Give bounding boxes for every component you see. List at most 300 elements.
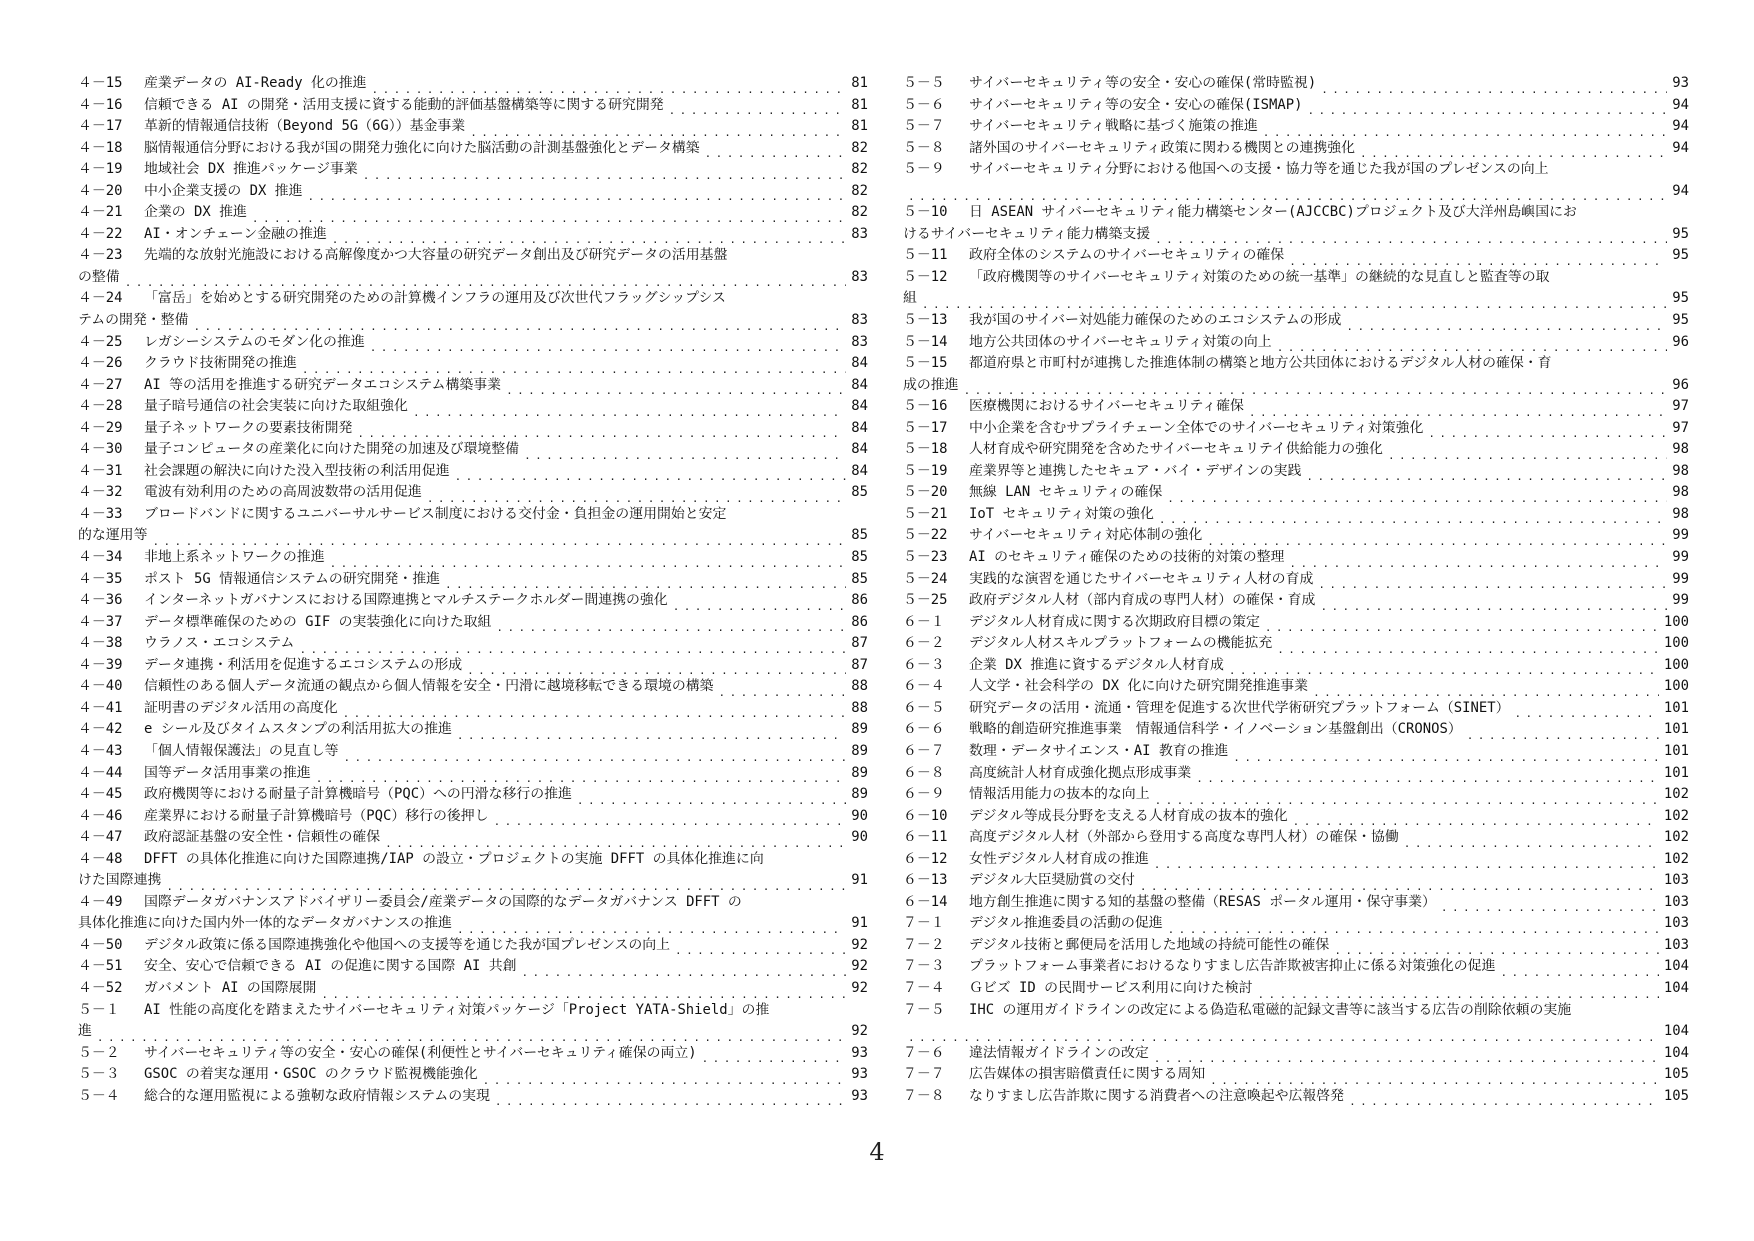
dot-leader: [908, 1029, 1659, 1042]
entry-page-ref: 94: [1672, 118, 1689, 135]
toc-entry: [903, 439, 1689, 461]
entry-title: 日 ASEAN サイバーセキュリティ能力構築センター(AJCCBC)プロジェクト及び大洋州島嶼国にお: [969, 204, 1577, 221]
dot-leader: [299, 642, 846, 655]
entry-title: 証明書のデジタル活用の高度化: [144, 699, 338, 716]
dot-leader: [494, 814, 847, 827]
toc-entry: [78, 95, 868, 117]
entry-title: 国際データガバナンスアドバイザリー委員会/産業データの国際的なデータガバナンス DFFT の: [144, 893, 742, 910]
toc-line: [78, 1043, 868, 1065]
dot-leader: [577, 792, 846, 805]
entry-page-ref: 92: [851, 936, 868, 953]
dot-leader: [455, 469, 847, 482]
toc-entry: [903, 978, 1689, 1000]
toc-line: [78, 95, 868, 117]
entry-title: デジタル推進委員の活動の促進: [969, 915, 1163, 932]
entry-page-ref: 93: [1672, 75, 1689, 91]
dot-leader: [1334, 943, 1659, 956]
entry-number: ４－39: [78, 656, 123, 673]
toc-line: [78, 956, 868, 978]
entry-number: ５－21: [903, 505, 948, 522]
toc-entry: [78, 482, 868, 504]
toc-line: [78, 73, 868, 95]
entry-page-ref: 81: [851, 75, 868, 91]
toc-line: [78, 288, 868, 310]
toc-line: [903, 267, 1689, 289]
toc-line: [903, 95, 1689, 117]
entry-page-ref: 101: [1663, 764, 1689, 781]
toc-entry: [903, 633, 1689, 655]
entry-page-ref: 84: [851, 441, 868, 458]
entry-title: デジタル人材スキルプラットフォームの機能拡充: [969, 635, 1273, 652]
entry-title: 産業界における耐量子計算機暗号（PQC）移行の後押し: [144, 807, 489, 824]
toc-entry: [78, 719, 868, 741]
dot-leader: [1306, 469, 1667, 482]
dot-leader: [495, 1094, 846, 1107]
toc-entry: [78, 332, 868, 354]
toc-entry: [78, 504, 868, 547]
toc-line: [78, 461, 868, 483]
toc-line: [78, 698, 868, 720]
entry-number: ７－４: [903, 979, 945, 996]
entry-number: ５－18: [903, 441, 948, 458]
entry-page-ref: 100: [1663, 656, 1689, 673]
entry-title-continued: 組: [903, 290, 917, 307]
entry-number: ５－７: [903, 118, 945, 135]
entry-title: サイバーセキュリティ等の安全・安心の確保(常時監視): [969, 75, 1317, 91]
dot-leader: [1155, 792, 1659, 805]
dot-leader: [1360, 146, 1667, 159]
entry-title: DFFT の具体化推進に向けた国際連携/IAP の設立・プロジェクトの実施 DFFT の具体化推進に向: [144, 850, 764, 867]
entry-page-ref: 105: [1663, 1087, 1689, 1104]
entry-number: ６－10: [903, 807, 948, 824]
toc-line: [78, 870, 868, 892]
entry-page-ref: 83: [851, 225, 868, 242]
entry-title: 企業 DX 推進に資するデジタル人材育成: [969, 656, 1224, 673]
dot-leader: [363, 168, 847, 181]
toc-entry: [78, 590, 868, 612]
entry-number: ５－９: [903, 161, 945, 178]
dot-leader: [1307, 103, 1667, 116]
entry-title: 高度統計人材育成強化拠点形成事業: [969, 764, 1192, 781]
entry-number: ４－36: [78, 592, 123, 609]
entry-page-ref: 85: [851, 527, 868, 544]
entry-number: ４－28: [78, 398, 123, 415]
toc-entry: [78, 439, 868, 461]
toc-line: [903, 892, 1689, 914]
toc-line: [903, 461, 1689, 483]
dot-leader: [385, 835, 846, 848]
entry-title: IoT セキュリティ対策の強化: [969, 505, 1154, 522]
entry-number: ７－６: [903, 1044, 945, 1061]
toc-line: [78, 763, 868, 785]
entry-number: ５－６: [903, 96, 945, 113]
entry-number: ４－23: [78, 247, 123, 264]
entry-title: 中小企業を含むサプライチェーン全体でのサイバーセキュリティ対策強化: [969, 419, 1424, 436]
entry-number: ４－41: [78, 699, 123, 716]
toc-entry: [78, 612, 868, 634]
entry-page-ref: 99: [1672, 592, 1689, 609]
dot-leader: [427, 491, 846, 504]
toc-line: [78, 1021, 868, 1043]
toc-entry: [78, 741, 868, 763]
entry-title: サイバーセキュリティ分野における他国への支援・協力等を通じた我が国のプレゼンスの向上: [969, 161, 1549, 178]
entry-title: ウラノス・エコシステム: [144, 635, 295, 652]
toc-line: [903, 741, 1689, 763]
dot-leader: [1168, 922, 1659, 935]
entry-number: ５－15: [903, 355, 948, 372]
entry-page-ref: 85: [851, 484, 868, 501]
entry-number: ６－11: [903, 829, 948, 846]
toc-entry: [78, 1064, 868, 1086]
entry-title: 政府機関等における耐量子計算機暗号（PQC）への円滑な移行の推進: [144, 786, 572, 803]
toc-line: [78, 396, 868, 418]
dot-leader: [1277, 642, 1659, 655]
toc-line: [903, 396, 1689, 418]
entry-number: ４－49: [78, 893, 123, 910]
dot-leader: [321, 986, 846, 999]
toc-line: [903, 116, 1689, 138]
dot-leader: [675, 943, 846, 956]
toc-list-right: [903, 73, 1689, 1107]
toc-entry: [78, 224, 868, 246]
dot-leader: [370, 340, 847, 353]
entry-page-ref: 99: [1672, 527, 1689, 544]
entry-title: 信頼性のある個人データ流通の観点から個人情報を安全・円滑に越境移転できる環境の構築: [144, 678, 714, 695]
entry-title: 総合的な運用監視による強靭な政府情報システムの実現: [144, 1087, 490, 1104]
dot-leader: [457, 922, 846, 935]
entry-title-continued: 具体化推進に向けた国内外一体的なデータガバナンスの推進: [78, 915, 452, 932]
toc-entry: [903, 245, 1689, 267]
entry-number: ６－４: [903, 678, 945, 695]
dot-leader: [1154, 1051, 1659, 1064]
entry-page-ref: 93: [851, 1087, 868, 1104]
toc-entry: [903, 504, 1689, 526]
dot-leader: [1155, 232, 1667, 245]
entry-title: 量子ネットワークの要素技術開発: [144, 419, 353, 436]
entry-page-ref: 95: [1672, 247, 1689, 264]
entry-page-ref: 87: [851, 635, 868, 652]
entry-page-ref: 102: [1663, 829, 1689, 846]
entry-page-ref: 88: [851, 678, 868, 695]
entry-title: 脳情報通信分野における我が国の開発力強化に向けた脳活動の計測基盤強化とデータ構築: [144, 139, 700, 156]
entry-number: ４－21: [78, 204, 123, 221]
dot-leader: [1154, 857, 1659, 870]
entry-title: 政府デジタル人材（部内育成の専門人材）の確保・育成: [969, 592, 1316, 609]
entry-title: サイバーセキュリティ等の安全・安心の確保(ISMAP): [969, 96, 1303, 113]
dot-leader: [964, 383, 1668, 396]
dot-leader: [506, 383, 846, 396]
entry-page-ref: 103: [1663, 915, 1689, 932]
toc-entry: [78, 633, 868, 655]
entry-title: 人文学・社会科学の DX 化に向けた研究開発推進事業: [969, 678, 1309, 695]
toc-line: [903, 159, 1689, 181]
entry-page-ref: 83: [851, 333, 868, 350]
entry-page-ref: 90: [851, 807, 868, 824]
dot-leader: [330, 555, 847, 568]
entry-page-ref: 98: [1672, 441, 1689, 458]
entry-page-ref: 85: [851, 570, 868, 587]
toc-entry: [903, 1064, 1689, 1086]
dot-leader: [470, 124, 846, 137]
entry-number: ４－50: [78, 936, 123, 953]
dot-leader: [1467, 728, 1659, 741]
toc-line: [78, 655, 868, 677]
dot-leader: [1249, 405, 1667, 418]
dot-leader: [413, 405, 846, 418]
toc-line: [78, 310, 868, 332]
entry-number: ４－52: [78, 979, 123, 996]
entry-title: レガシーシステムのモダン化の推進: [144, 333, 365, 350]
entry-number: ５－13: [903, 312, 948, 329]
toc-entry: [78, 116, 868, 138]
entry-number: ４－17: [78, 118, 123, 135]
toc-line: [78, 439, 868, 461]
toc-entry: [903, 267, 1689, 310]
dot-leader: [316, 771, 847, 784]
entry-title: AI 性能の高度化を踏まえたサイバーセキュリティ対策パッケージ「Project YATA-Shield」の推: [144, 1001, 770, 1018]
dot-leader: [467, 663, 846, 676]
toc-line: [903, 353, 1689, 375]
entry-page-ref: 81: [851, 96, 868, 113]
entry-title: 広告媒体の損害賠償責任に関する周知: [969, 1066, 1206, 1083]
dot-leader: [1388, 448, 1667, 461]
toc-line: [903, 827, 1689, 849]
toc-entry: [903, 482, 1689, 504]
entry-number: ４－40: [78, 678, 123, 695]
toc-line: [78, 719, 868, 741]
entry-page-ref: 102: [1663, 850, 1689, 867]
toc-line: [78, 806, 868, 828]
toc-line: [78, 1000, 868, 1022]
entry-title-continued: 成の推進: [903, 376, 959, 393]
toc-line: [903, 73, 1689, 95]
toc-line: [903, 1086, 1689, 1108]
entry-number: ４－37: [78, 613, 123, 630]
entry-number: ７－７: [903, 1066, 945, 1083]
toc-entry: [78, 1000, 868, 1043]
toc-entry: [903, 418, 1689, 440]
entry-title: 我が国のサイバー対処能力確保のためのエコシステムの形成: [969, 312, 1342, 329]
entry-title: 非地上系ネットワークの推進: [144, 549, 325, 566]
entry-title: 安全、安心で信頼できる AI の促進に関する国際 AI 共創: [144, 958, 517, 975]
toc-line: [903, 956, 1689, 978]
entry-number: ４－31: [78, 462, 123, 479]
entry-number: ６－１: [903, 613, 945, 630]
entry-title-continued: けた国際連携: [78, 872, 162, 889]
toc-line: [78, 849, 868, 871]
entry-page-ref: 95: [1672, 312, 1689, 329]
dot-leader: [343, 706, 847, 719]
entry-title: 国等データ活用事業の推進: [144, 764, 311, 781]
toc-line: [903, 439, 1689, 461]
dot-leader: [457, 728, 846, 741]
entry-number: ６－14: [903, 893, 948, 910]
entry-number: ６－12: [903, 850, 948, 867]
toc-line: [78, 892, 868, 914]
dot-leader: [1321, 81, 1667, 94]
entry-number: ６－２: [903, 635, 945, 652]
toc-line: [78, 224, 868, 246]
dot-leader: [1263, 124, 1667, 137]
entry-page-ref: 90: [851, 829, 868, 846]
entry-title: 戦略的創造研究推進事業 情報通信科学・イノベーション基盤創出（CRONOS）: [969, 721, 1462, 738]
toc-line: [78, 784, 868, 806]
dot-leader: [908, 189, 1667, 202]
entry-number: ５－３: [78, 1066, 120, 1083]
dot-leader: [1500, 965, 1658, 978]
toc-entry: [903, 547, 1689, 569]
dot-leader: [1277, 340, 1668, 353]
entry-page-ref: 92: [851, 1023, 868, 1040]
toc-line: [903, 547, 1689, 569]
dot-leader: [343, 749, 846, 762]
entry-title: 医療機関におけるサイバーセキュリティ確保: [969, 398, 1244, 415]
toc-entry: [903, 95, 1689, 117]
page-number: 4: [869, 1138, 885, 1166]
entry-number: ４－33: [78, 505, 123, 522]
toc-line: [78, 504, 868, 526]
entry-title: AI・オンチェーン金融の推進: [144, 225, 327, 242]
dot-leader: [125, 275, 847, 288]
entry-title: 地方公共団体のサイバーセキュリティ対策の向上: [969, 333, 1272, 350]
entry-number: ７－５: [903, 1001, 945, 1018]
entry-page-ref: 98: [1672, 484, 1689, 501]
entry-title: サイバーセキュリティ戦略に基づく施策の推進: [969, 118, 1258, 135]
toc-line: [78, 547, 868, 569]
entry-page-ref: 103: [1663, 893, 1689, 910]
toc-entry: [78, 698, 868, 720]
entry-title: e シール及びタイムスタンプの利活用拡大の推進: [144, 721, 452, 738]
toc-entry: [903, 763, 1689, 785]
dot-leader: [705, 146, 847, 159]
entry-number: ４－25: [78, 333, 123, 350]
toc-entry: [903, 827, 1689, 849]
entry-title: 都道府県と市町村が連携した推進体制の構築と地方公共団体におけるデジタル人材の確保・育: [969, 355, 1552, 372]
entry-number: ５－２: [78, 1044, 120, 1061]
toc-entry: [903, 784, 1689, 806]
toc-entry: [903, 202, 1689, 245]
entry-page-ref: 103: [1663, 872, 1689, 889]
toc-line: [903, 612, 1689, 634]
entry-number: ５－12: [903, 268, 948, 285]
dot-leader: [1515, 706, 1659, 719]
entry-page-ref: 89: [851, 742, 868, 759]
entry-page-ref: 100: [1663, 635, 1689, 652]
entry-page-ref: 89: [851, 786, 868, 803]
toc-entry: [78, 978, 868, 1000]
toc-line: [903, 1000, 1689, 1022]
entry-page-ref: 97: [1672, 398, 1689, 415]
dot-leader: [1320, 598, 1667, 611]
entry-page-ref: 101: [1663, 721, 1689, 738]
toc-entry: [903, 138, 1689, 160]
toc-line: [903, 138, 1689, 160]
entry-page-ref: 93: [851, 1044, 868, 1061]
entry-number: ４－26: [78, 355, 123, 372]
toc-entry: [903, 159, 1689, 202]
toc-entry: [78, 676, 868, 698]
toc-line: [903, 806, 1689, 828]
toc-entry: [78, 956, 868, 978]
entry-number: ７－８: [903, 1087, 945, 1104]
toc-entry: [78, 375, 868, 397]
entry-number: ４－22: [78, 225, 123, 242]
toc-entry: [903, 396, 1689, 418]
entry-title: 革新的情報通信技術（Beyond 5G（6G））基金事業: [144, 118, 466, 135]
dot-leader: [166, 879, 846, 892]
entry-page-ref: 98: [1672, 505, 1689, 522]
dot-leader: [719, 685, 847, 698]
toc-entry: [78, 849, 868, 892]
entry-title: 産業データの AI-Ready 化の推進: [144, 75, 367, 91]
entry-page-ref: 104: [1663, 979, 1689, 996]
entry-title: 地域社会 DX 推進パッケージ事業: [144, 161, 358, 178]
entry-page-ref: 85: [851, 549, 868, 566]
entry-page-ref: 81: [851, 118, 868, 135]
toc-entry: [903, 612, 1689, 634]
entry-number: ５－４: [78, 1087, 120, 1104]
entry-page-ref: 104: [1663, 1023, 1689, 1040]
entry-page-ref: 88: [851, 699, 868, 716]
entry-number: ６－８: [903, 764, 945, 781]
entry-page-ref: 84: [851, 419, 868, 436]
toc-line: [903, 1064, 1689, 1086]
entry-number: ７－３: [903, 958, 945, 975]
toc-line: [903, 676, 1689, 698]
toc-entry: [78, 1086, 868, 1108]
entry-page-ref: 97: [1672, 419, 1689, 436]
toc-line: [78, 332, 868, 354]
toc-entry: [903, 1043, 1689, 1065]
dot-leader: [1233, 749, 1659, 762]
toc-entry: [78, 763, 868, 785]
toc-entry: [903, 806, 1689, 828]
toc-entry: [78, 806, 868, 828]
entry-number: ７－１: [903, 915, 945, 932]
toc-entry: [78, 288, 868, 331]
toc-line: [903, 935, 1689, 957]
entry-number: ５－23: [903, 549, 948, 566]
entry-number: ４－43: [78, 742, 123, 759]
toc-right-column: [903, 73, 1689, 1107]
entry-title: 高度デジタル人材（外部から登用する高度な専門人材）の確保・協働: [969, 829, 1399, 846]
toc-entry: [903, 332, 1689, 354]
toc-entry: [903, 116, 1689, 138]
dot-leader: [152, 534, 846, 547]
entry-page-ref: 94: [1672, 182, 1689, 199]
toc-line: [903, 763, 1689, 785]
entry-number: ４－20: [78, 182, 123, 199]
entry-number: ５－24: [903, 570, 948, 587]
entry-title: ブロードバンドに関するユニバーサルサービス制度における交付金・負担金の運用開始と安定: [144, 505, 727, 522]
entry-title: ガバメント AI の国際展開: [144, 979, 317, 996]
dot-leader: [1210, 1073, 1659, 1086]
entry-number: ６－３: [903, 656, 945, 673]
entry-title: インターネットガバナンスにおける国際連携とマルチステークホルダー間連携の強化: [144, 592, 668, 609]
entry-title: 地方創生推進に関する知的基盤の整備（RESAS ポータル運用・保守事業）: [969, 893, 1436, 910]
dot-leader: [522, 965, 847, 978]
entry-page-ref: 103: [1663, 936, 1689, 953]
dot-leader: [332, 232, 847, 245]
entry-page-ref: 84: [851, 462, 868, 479]
toc-entry: [78, 935, 868, 957]
toc-line: [78, 827, 868, 849]
dot-leader: [1289, 555, 1667, 568]
entry-page-ref: 92: [851, 979, 868, 996]
entry-page-ref: 95: [1672, 225, 1689, 242]
toc-entry: [78, 396, 868, 418]
entry-title: 女性デジタル人材育成の推進: [969, 850, 1149, 867]
